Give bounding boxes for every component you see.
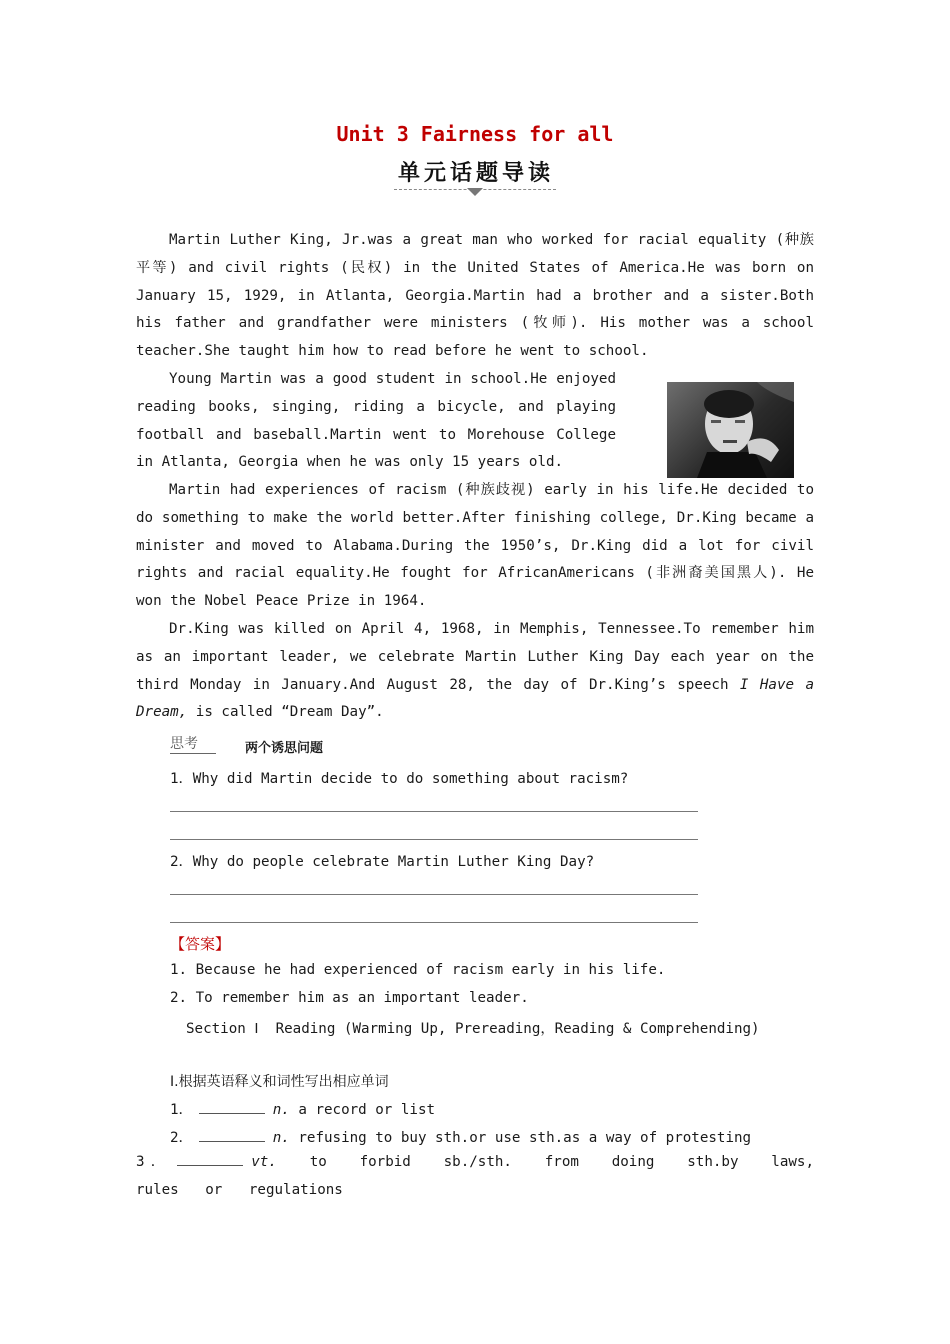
passage-paragraph-3: Martin had experiences of racism (种族歧视) early in his life.He decided to do something to make the world better.After finishing college, Dr.King became a minister and moved to Alabama.During the 1950’s, Dr.King did a lot for civil rights and racial equality.He fought for AfricanAmericans (非洲裔美国黑人). He won the Nobel Peace Prize in 1964. [136,482,814,610]
section-heading: Section Ⅰ Reading (Warming Up, Prereading，Reading & Comprehending) [186,1021,760,1037]
down-arrow-icon [467,188,483,196]
think-label: 思考 [170,733,216,754]
blank-field[interactable] [177,1153,243,1166]
part-of-speech: n. [272,1130,290,1146]
subtitle-wrap [0,156,950,190]
item-number: 1． [170,1102,193,1118]
martin-luther-king-photo [667,382,794,478]
blank-field[interactable] [199,1129,265,1142]
answer-line [170,922,698,923]
question-1: 1．Why did Martin decide to do something about racism? [170,771,629,787]
speech-title: I Have a Dream, [136,676,814,721]
item-number: 2． [170,1130,193,1146]
answer-line [170,839,698,840]
p4-text-end: is called “Dream Day”. [187,704,384,721]
exercise-heading: Ⅰ.根据英语释义和词性写出相应单词 [170,1074,389,1090]
answer-line [170,894,698,895]
answer-2: 2. To remember him as an important leader. [170,990,529,1006]
blank-field[interactable] [199,1101,265,1114]
part-of-speech: n. [272,1102,290,1118]
definition: to forbid sb./sth. from doing sth.by laws, rules or regulations [136,1154,814,1198]
passage-paragraph-1: Martin Luther King, Jr.was a great man who worked for racial equality (种族平等) and civil rights (民权) in the United States of America.He was born on January 15, 1929, in Atlanta, Georgia.Martin had a brother and a sister.Both his father and grandfather were ministers (牧师). His mother was a school teacher.She taught him how to read before he went to school. [136,232,814,360]
unit-title: Unit 3 Fairness for all [336,122,614,146]
part-of-speech: vt. [251,1154,277,1170]
think-title: 两个诱思问题 [245,741,324,756]
passage-paragraph-2: Young Martin was a good student in school.He enjoyed reading books, singing, riding a bicycle, and playing football and baseball.Martin went to Morehouse College in Atlanta, Georgia when he was only 15 years old. [136,371,616,471]
section-subtitle: 单元话题导读 [394,156,556,190]
passage-paragraph-4 [136,616,814,727]
definition: refusing to buy sth.or use sth.as a way of protesting [298,1130,752,1146]
exercise-item-1 [170,1099,435,1119]
answer-line [170,811,698,812]
exercise-item-3 [136,1149,814,1205]
item-number: 3． [136,1154,172,1170]
question-2: 2．Why do people celebrate Martin Luther King Day? [170,854,595,870]
answer-1: 1. Because he had experienced of racism early in his life. [170,962,666,978]
p4-text: Dr.King was killed on April 4, 1968, in Memphis, Tennessee.To remember him as an important leader, we celebrate Martin Luther King Day each year on the third Monday in January.And August 28, the day of Dr.King’s speech [136,621,814,693]
answer-label: 【答案】 [170,935,231,953]
exercise-item-2 [170,1127,751,1147]
definition: a record or list [298,1102,436,1118]
